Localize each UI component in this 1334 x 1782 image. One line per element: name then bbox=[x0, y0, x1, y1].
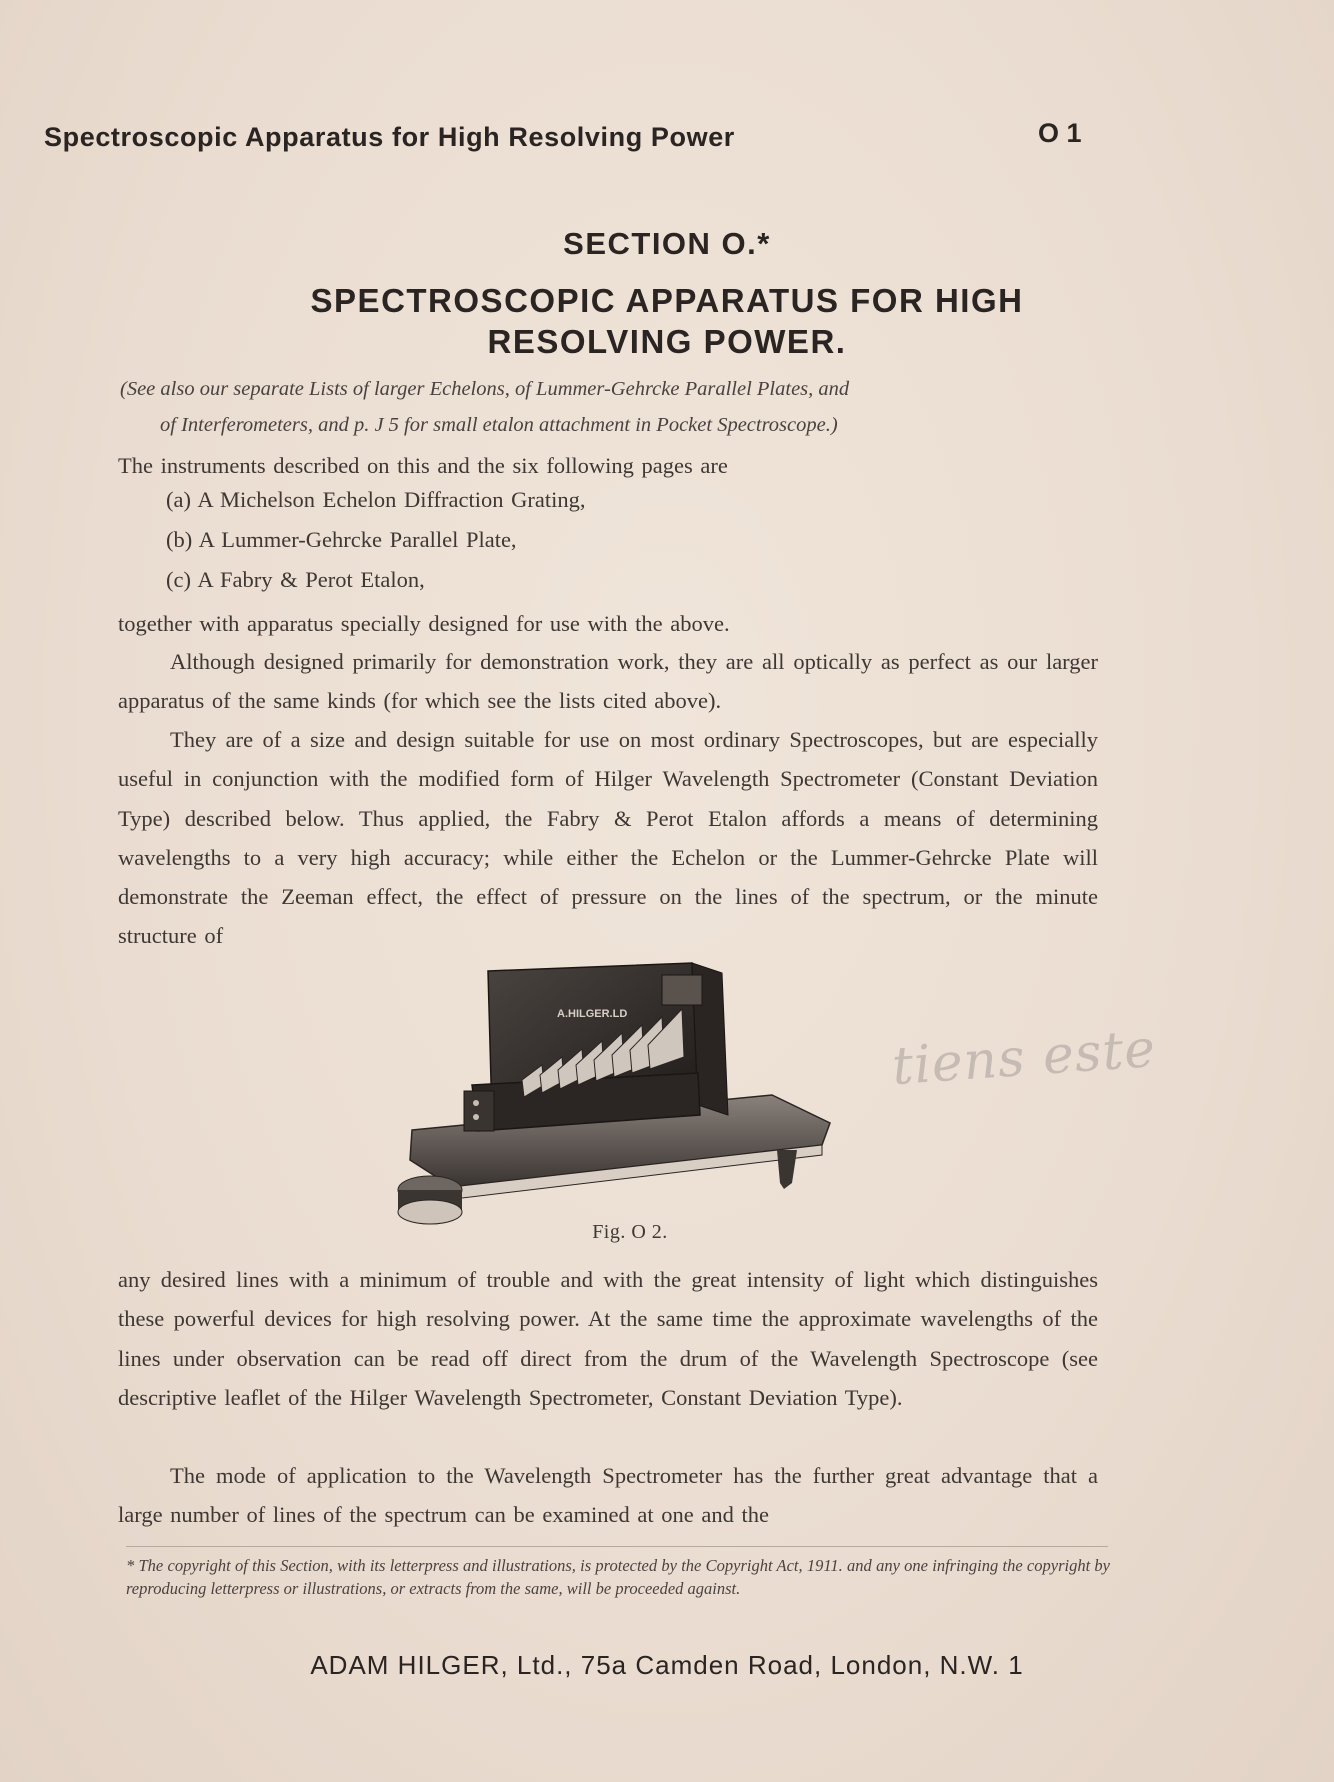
paragraph-1: Although designed primarily for demonstration work, they are all optically as perfect as our larger apparatus of the same kinds (for which see the lists cited above). bbox=[118, 649, 1098, 714]
paragraph-3: any desired lines with a minimum of trouble and with the great intensity of light which distinguishes these powerful devices for high resolving power. At the same time the approximate wavelengths of the lines under observation can be read off direct from the drum of the Wavelength Spectroscope (see descriptive leaflet of the Hilger Wavelength Spectrometer, Constant Deviation Type). bbox=[118, 1267, 1098, 1410]
section-title bbox=[0, 280, 1334, 362]
paragraph-4: The mode of application to the Wavelength Spectrometer has the further great advantage that a large number of lines of the spectrum can be examined at one and the bbox=[118, 1463, 1098, 1528]
list-item-b: (b) A Lummer-Gehrcke Parallel Plate, bbox=[166, 527, 517, 552]
list-item-c: (c) A Fabry & Perot Etalon, bbox=[166, 567, 425, 592]
section-title-line2: RESOLVING POWER. bbox=[487, 323, 847, 360]
publisher-footer: ADAM HILGER, Ltd., 75a Camden Road, London, N.W. 1 bbox=[310, 1650, 1024, 1680]
section-label: SECTION O.* bbox=[563, 226, 771, 261]
running-header-title: Spectroscopic Apparatus for High Resolving Power bbox=[44, 122, 735, 152]
maker-plate-text: A.HILGER.LD bbox=[557, 1008, 628, 1020]
copyright-footnote: * The copyright of this Section, with its letterpress and illustrations, is protected by the Copyright Act, 1911. and any one infringing the copyright by reproducing letterpress or illustrations, or extracts from the same, will be proceeded against. bbox=[126, 1556, 1110, 1598]
figure-echelon-illustration bbox=[392, 955, 842, 1225]
figure-caption: Fig. O 2. bbox=[592, 1221, 668, 1243]
section-title-line1: SPECTROSCOPIC APPARATUS FOR HIGH bbox=[310, 282, 1024, 319]
note-line2: of Interferometers, and p. J 5 for small etalon attachment in Pocket Spectroscope.) bbox=[160, 414, 838, 436]
list-item-a: (a) A Michelson Echelon Diffraction Grating, bbox=[166, 487, 586, 512]
paragraph-2: They are of a size and design suitable for use on most ordinary Spectroscopes, but are especially useful in conjunction with the modified form of Hilger Wavelength Spectrometer (Constant Deviation Type) described below. Thus applied, the Fabry & Perot Etalon affords a means of determining wavelengths to a very high accuracy; while either the Echelon or the Lummer-Gehrcke Plate will demonstrate the Zeeman effect, the effect of pressure on the lines of the spectrum, or the minute structure of bbox=[118, 727, 1098, 949]
together-text: together with apparatus specially designed for use with the above. bbox=[118, 611, 730, 636]
footnote-divider bbox=[126, 1546, 1108, 1547]
see-also-note bbox=[120, 371, 1120, 443]
handwritten-annotation: tiens este bbox=[890, 1018, 1158, 1098]
note-line1: (See also our separate Lists of larger Echelons, of Lummer-Gehrcke Parallel Plates, and bbox=[120, 378, 850, 400]
page-number: O 1 bbox=[1038, 118, 1082, 148]
echelon-drawing bbox=[392, 955, 842, 1225]
intro-text: The instruments described on this and the six following pages are bbox=[118, 453, 728, 478]
